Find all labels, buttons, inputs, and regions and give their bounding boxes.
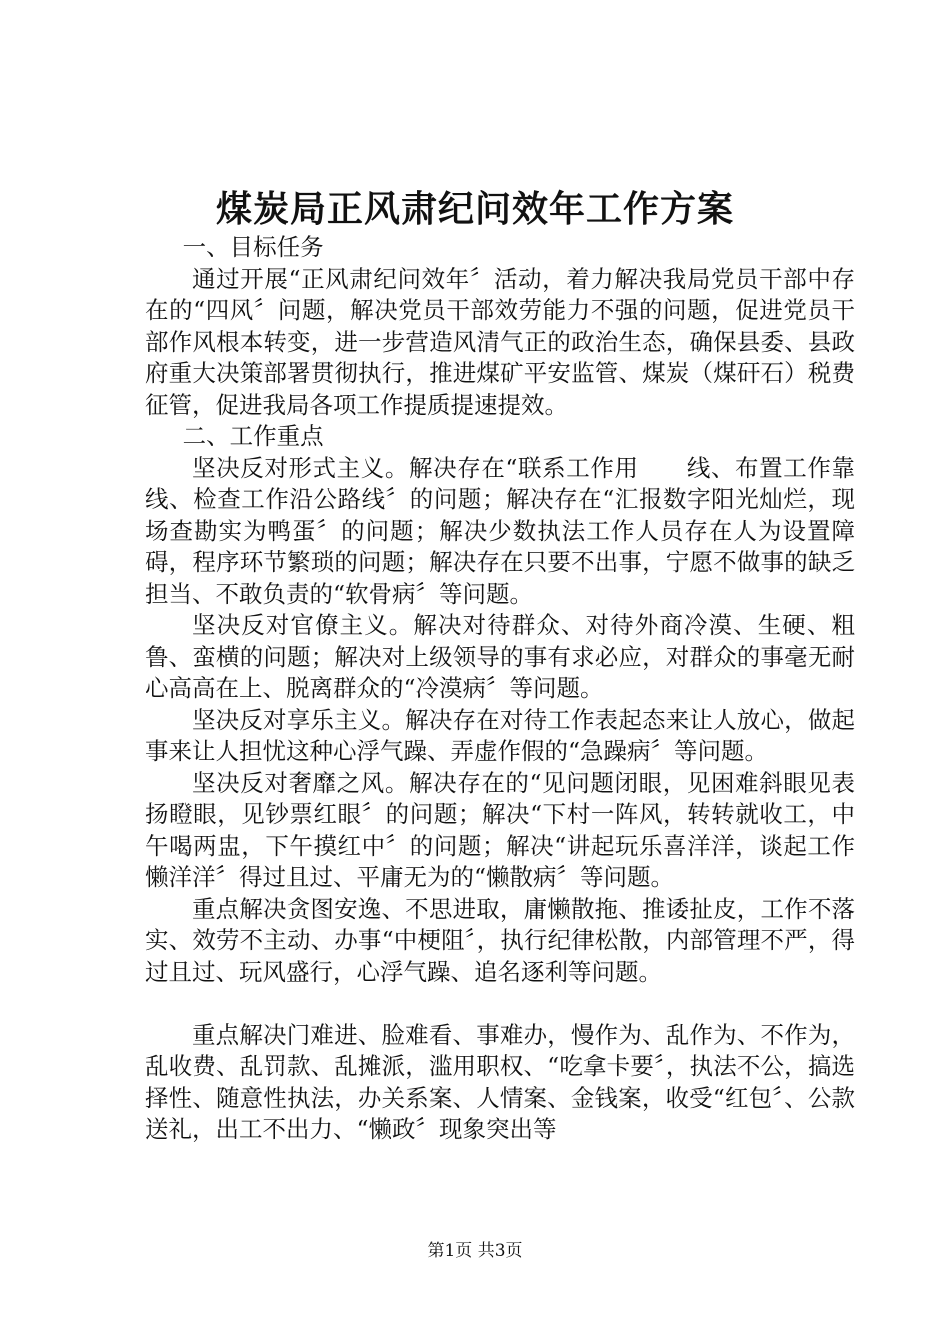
body-paragraph: 坚决反对享乐主义。解决存在对待工作表起态来让人放心，做起事来让人担忧这种心浮气躁、弄虚作假的“急躁病〞等问题。 [145,705,855,765]
section-heading: 一、目标任务 [182,233,324,261]
body-paragraph: 通过开展“正风肃纪问效年〞活动，着力解决我局党员干部中存在的“四风〞问题，解决党员干部效劳能力不强的问题，促进党员干部作风根本转变，进一步营造风清气正的政治生态，确保县委、县政府重大决策部署贯彻执行，推进煤矿平安监管、煤炭（煤矸石）税费征管，促进我局各项工作提质提速提效。 [145,264,855,419]
body-paragraph: 重点解决贪图安逸、不思进取，庸懒散拖、推诿扯皮，工作不落实、效劳不主动、办事“中梗阻〞，执行纪律松散，内部管理不严，得过且过、玩风盛行，心浮气躁、追名逐利等问题。 [145,894,855,986]
section-heading: 二、工作重点 [182,422,324,450]
document-title: 煤炭局正风肃纪问效年工作方案 [215,188,734,230]
body-paragraph: 坚决反对形式主义。解决存在“联系工作用 线、布置工作靠 线、检查工作沿公路线〞的问题；解决存在“汇报数字阳光灿烂，现场查勘实为鸭蛋〞的问题；解决少数执法工作人员存在人为设置障碍，程序环节繁琐的问题；解决存在只要不出事，宁愿不做事的缺乏担当、不敢负责的“软骨病〞等问题。 [145,453,902,608]
page-footer: 第1页 共3页 [427,1241,523,1261]
paragraph-gap [145,988,855,1020]
body-paragraph: 重点解决门难进、脸难看、事难办，慢作为、乱作为、不作为，乱收费、乱罚款、乱摊派，滥用职权、“吃拿卡要〞，执法不公，搞选择性、随意性执法，办关系案、人情案、金钱案，收受“红包〞、公款送礼，出工不出力、“懒政〞现象突出等 [145,1020,855,1143]
body-paragraph: 坚决反对官僚主义。解决对待群众、对待外商冷漠、生硬、粗鲁、蛮横的问题；解决对上级领导的事有求必应，对群众的事毫无耐心高高在上、脱离群众的“冷漠病〞等问题。 [145,611,855,702]
document-body [145,232,902,1146]
body-paragraph: 坚决反对奢靡之风。解决存在的“见问题闭眼，见困难斜眼见表扬瞪眼，见钞票红眼〞的问题；解决“下村一阵风，转转就收工，中午喝两盅，下午摸红中〞的问题；解决“讲起玩乐喜洋洋，谈起工作懒洋洋〞得过且过、平庸无为的“懒散病〞等问题。 [145,768,855,891]
